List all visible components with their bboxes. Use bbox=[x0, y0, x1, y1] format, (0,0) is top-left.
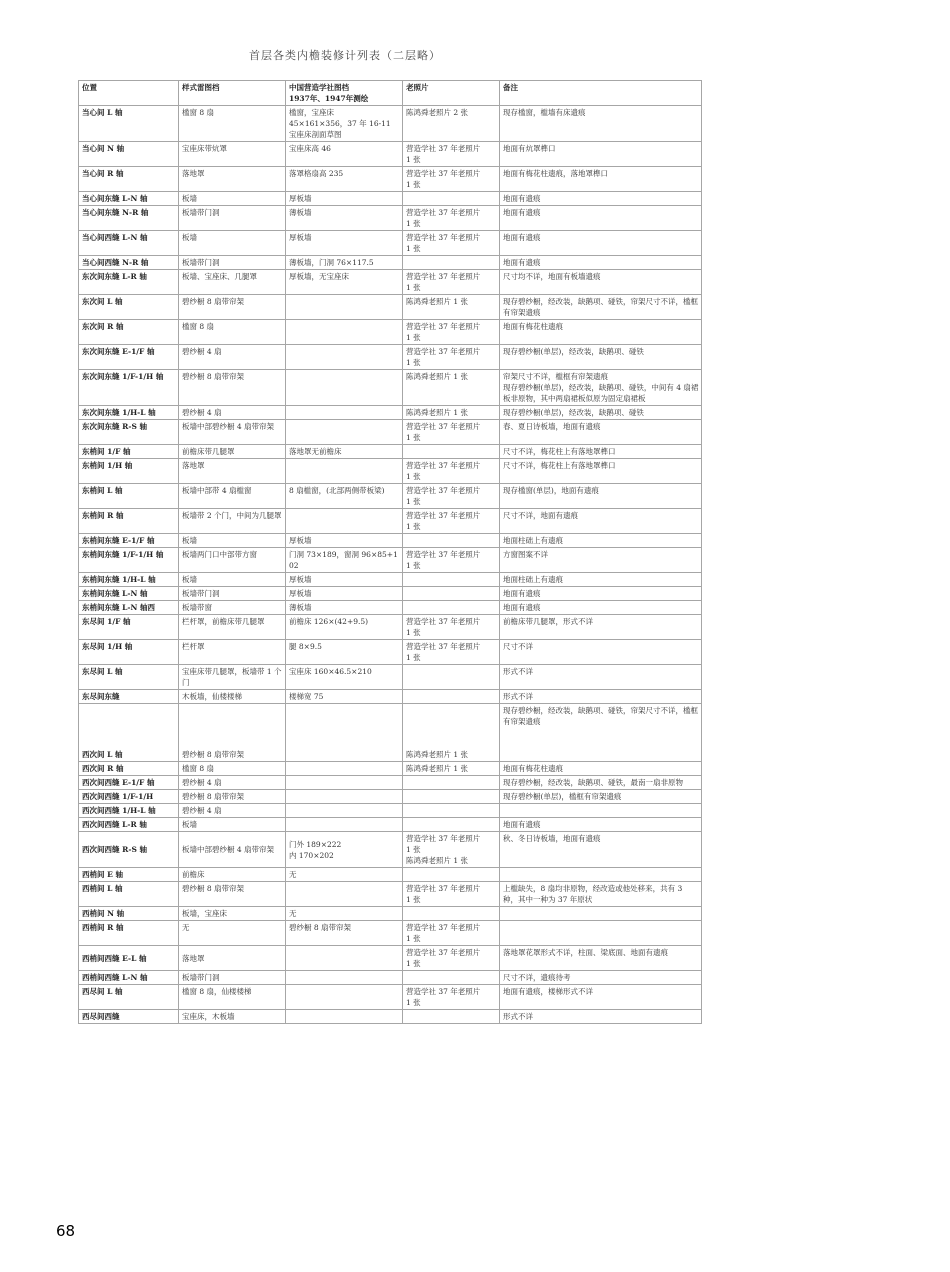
cell-lei-archive: 碧纱橱 4 扇 bbox=[179, 776, 286, 790]
cell-lei-archive: 板墙 bbox=[179, 573, 286, 587]
table-row bbox=[79, 921, 702, 946]
cell-notes: 地面柱础上有遗痕 bbox=[500, 573, 702, 587]
table-row bbox=[79, 256, 702, 270]
table-row bbox=[79, 868, 702, 882]
table-row bbox=[79, 804, 702, 818]
cell-old-photos bbox=[403, 534, 500, 548]
cell-location: 当心间东缝 N-R 轴 bbox=[79, 206, 179, 231]
cell-lei-archive: 板墙带门洞 bbox=[179, 206, 286, 231]
table-row bbox=[79, 601, 702, 615]
table-row bbox=[79, 818, 702, 832]
cell-location: 西次间西缝 1/H-L 轴 bbox=[79, 804, 179, 818]
cell-yingzao-archive: 薄板墙，门洞 76×117.5 bbox=[286, 256, 403, 270]
cell-notes: 地面有遗痕 bbox=[500, 206, 702, 231]
cell-notes: 现存碧纱橱，经改装，缺鹅项、碰铁，最南一扇非原物 bbox=[500, 776, 702, 790]
table-row bbox=[79, 295, 702, 320]
cell-yingzao-archive bbox=[286, 1010, 403, 1024]
cell-lei-archive: 槛窗 8 扇，仙楼楼梯 bbox=[179, 985, 286, 1010]
cell-notes: 地面有遗痕 bbox=[500, 587, 702, 601]
cell-old-photos: 营造学社 37 年老照片 1 张 bbox=[403, 320, 500, 345]
cell-location: 当心间东缝 L-N 轴 bbox=[79, 192, 179, 206]
cell-old-photos: 陈鸿舜老照片 1 张 bbox=[403, 762, 500, 776]
cell-notes: 地面有梅花柱遗痕，落地罩榫口 bbox=[500, 167, 702, 192]
cell-location: 西梢间 L 轴 bbox=[79, 882, 179, 907]
cell-lei-archive: 板墙中部碧纱橱 4 扇带帘架 bbox=[179, 832, 286, 868]
table-row bbox=[79, 907, 702, 921]
cell-notes bbox=[500, 921, 702, 946]
cell-lei-archive: 碧纱橱 8 扇带帘架 bbox=[179, 704, 286, 762]
cell-location: 东梢间东缝 E-1/F 轴 bbox=[79, 534, 179, 548]
cell-notes: 尺寸不详，梅花柱上有落地罩榫口 bbox=[500, 445, 702, 459]
table-row bbox=[79, 985, 702, 1010]
cell-yingzao-archive: 落地罩无前檐床 bbox=[286, 445, 403, 459]
cell-location: 西梢间西缝 E-L 轴 bbox=[79, 946, 179, 971]
cell-lei-archive: 板墙带门洞 bbox=[179, 256, 286, 270]
cell-location: 东次间 R 轴 bbox=[79, 320, 179, 345]
cell-notes: 地面有炕罩榫口 bbox=[500, 142, 702, 167]
cell-notes: 尺寸不详 bbox=[500, 640, 702, 665]
renovation-table bbox=[78, 80, 702, 1024]
cell-location: 西尽间西缝 bbox=[79, 1010, 179, 1024]
cell-yingzao-archive: 厚板墙 bbox=[286, 231, 403, 256]
cell-lei-archive: 碧纱橱 4 扇 bbox=[179, 804, 286, 818]
cell-notes: 形式不详 bbox=[500, 690, 702, 704]
cell-yingzao-archive bbox=[286, 345, 403, 370]
cell-lei-archive: 碧纱橱 8 扇带帘架 bbox=[179, 295, 286, 320]
cell-location: 东尽间东缝 bbox=[79, 690, 179, 704]
cell-notes: 尺寸不详，地面有遗痕 bbox=[500, 509, 702, 534]
cell-yingzao-archive: 8 扇槛窗，(北部两侧带板梁) bbox=[286, 484, 403, 509]
cell-lei-archive: 板墙 bbox=[179, 534, 286, 548]
cell-lei-archive: 板墙 bbox=[179, 192, 286, 206]
cell-notes: 落地罩花罩形式不详，柱面、梁底面、地面有遗痕 bbox=[500, 946, 702, 971]
table-row bbox=[79, 231, 702, 256]
col-header-notes: 备注 bbox=[500, 81, 702, 106]
cell-notes: 帘架尺寸不详，槛框有帘架遗痕 现存碧纱橱(单层)，经改装，缺鹅项、碰铁，中间有 4 扇裙板非原物，其中两扇裙板似原为固定扇裙板 bbox=[500, 370, 702, 406]
cell-notes: 现存碧纱橱(单层)，经改装，缺鹅项、碰铁 bbox=[500, 345, 702, 370]
cell-yingzao-archive: 无 bbox=[286, 907, 403, 921]
cell-lei-archive: 槛窗 8 扇 bbox=[179, 106, 286, 142]
table-row bbox=[79, 406, 702, 420]
cell-yingzao-archive bbox=[286, 295, 403, 320]
cell-yingzao-archive bbox=[286, 420, 403, 445]
cell-old-photos bbox=[403, 573, 500, 587]
cell-lei-archive: 板墙带门洞 bbox=[179, 971, 286, 985]
col-header-lei-archive: 样式雷图档 bbox=[179, 81, 286, 106]
cell-old-photos: 营造学社 37 年老照片 1 张 bbox=[403, 484, 500, 509]
table-row bbox=[79, 971, 702, 985]
cell-notes bbox=[500, 868, 702, 882]
cell-lei-archive: 前檐床带几腿罩 bbox=[179, 445, 286, 459]
cell-old-photos: 陈鸿舜老照片 1 张 bbox=[403, 370, 500, 406]
cell-notes: 现存槛窗，槛墙有床遗痕 bbox=[500, 106, 702, 142]
cell-yingzao-archive bbox=[286, 985, 403, 1010]
cell-location: 西梢间西缝 L-N 轴 bbox=[79, 971, 179, 985]
cell-notes: 尺寸均不详，地面有板墙遗痕 bbox=[500, 270, 702, 295]
table-row bbox=[79, 270, 702, 295]
cell-yingzao-archive bbox=[286, 818, 403, 832]
cell-lei-archive: 宝座床带几腿罩，板墙带 1 个门 bbox=[179, 665, 286, 690]
cell-lei-archive: 碧纱橱 4 扇 bbox=[179, 406, 286, 420]
cell-location: 当心间西缝 N-R 轴 bbox=[79, 256, 179, 270]
cell-old-photos bbox=[403, 256, 500, 270]
cell-lei-archive: 板墙中部带 4 扇槛窗 bbox=[179, 484, 286, 509]
cell-location: 东次间东缝 R-S 轴 bbox=[79, 420, 179, 445]
col-header-old-photos: 老照片 bbox=[403, 81, 500, 106]
table-row bbox=[79, 776, 702, 790]
cell-old-photos: 营造学社 37 年老照片 1 张 bbox=[403, 548, 500, 573]
cell-yingzao-archive bbox=[286, 406, 403, 420]
table-row bbox=[79, 690, 702, 704]
cell-old-photos bbox=[403, 1010, 500, 1024]
cell-old-photos: 营造学社 37 年老照片 1 张 bbox=[403, 420, 500, 445]
cell-location: 东梢间 R 轴 bbox=[79, 509, 179, 534]
cell-old-photos: 陈鸿舜老照片 1 张 bbox=[403, 406, 500, 420]
cell-location: 东梢间东缝 1/H-L 轴 bbox=[79, 573, 179, 587]
cell-location: 东梢间 1/F 轴 bbox=[79, 445, 179, 459]
cell-old-photos: 营造学社 37 年老照片 1 张 bbox=[403, 345, 500, 370]
cell-yingzao-archive: 厚板墙 bbox=[286, 573, 403, 587]
cell-notes: 地面柱础上有遗痕 bbox=[500, 534, 702, 548]
cell-notes: 地面有遗痕 bbox=[500, 818, 702, 832]
table-row bbox=[79, 640, 702, 665]
table-row bbox=[79, 615, 702, 640]
cell-location: 西梢间 E 轴 bbox=[79, 868, 179, 882]
cell-old-photos: 陈鸿舜老照片 2 张 bbox=[403, 106, 500, 142]
cell-location: 西次间西缝 R-S 轴 bbox=[79, 832, 179, 868]
cell-yingzao-archive: 厚板墙 bbox=[286, 192, 403, 206]
cell-lei-archive: 宝座床带炕罩 bbox=[179, 142, 286, 167]
cell-notes bbox=[500, 907, 702, 921]
cell-yingzao-archive: 落罩格扇高 235 bbox=[286, 167, 403, 192]
table-row bbox=[79, 106, 702, 142]
cell-location: 东次间东缝 1/H-L 轴 bbox=[79, 406, 179, 420]
table-row bbox=[79, 762, 702, 776]
cell-location: 东尽间 1/F 轴 bbox=[79, 615, 179, 640]
cell-old-photos bbox=[403, 445, 500, 459]
cell-yingzao-archive bbox=[286, 320, 403, 345]
cell-old-photos bbox=[403, 192, 500, 206]
cell-lei-archive: 槛窗 8 扇 bbox=[179, 762, 286, 776]
cell-old-photos: 营造学社 37 年老照片 1 张 bbox=[403, 509, 500, 534]
table-row bbox=[79, 445, 702, 459]
cell-notes: 地面有遗痕 bbox=[500, 231, 702, 256]
cell-old-photos: 营造学社 37 年老照片 1 张 bbox=[403, 882, 500, 907]
cell-old-photos: 营造学社 37 年老照片 1 张 bbox=[403, 921, 500, 946]
table-header-row bbox=[79, 81, 702, 106]
cell-old-photos: 营造学社 37 年老照片 1 张 bbox=[403, 206, 500, 231]
cell-old-photos: 营造学社 37 年老照片 1 张 bbox=[403, 167, 500, 192]
cell-location: 西尽间 L 轴 bbox=[79, 985, 179, 1010]
cell-old-photos: 营造学社 37 年老照片 1 张 bbox=[403, 985, 500, 1010]
cell-notes bbox=[500, 804, 702, 818]
cell-old-photos: 陈鸿舜老照片 1 张 bbox=[403, 295, 500, 320]
cell-location: 东尽间 1/H 轴 bbox=[79, 640, 179, 665]
cell-notes: 地面有遗痕 bbox=[500, 256, 702, 270]
table-row bbox=[79, 167, 702, 192]
cell-yingzao-archive bbox=[286, 762, 403, 776]
cell-old-photos bbox=[403, 907, 500, 921]
cell-location: 东梢间 L 轴 bbox=[79, 484, 179, 509]
table-row bbox=[79, 370, 702, 406]
cell-location: 东梢间 1/H 轴 bbox=[79, 459, 179, 484]
cell-notes: 地面有遗痕，楼梯形式不详 bbox=[500, 985, 702, 1010]
cell-lei-archive: 碧纱橱 8 扇带帘架 bbox=[179, 790, 286, 804]
cell-yingzao-archive: 厚板墙，无宝座床 bbox=[286, 270, 403, 295]
table-row bbox=[79, 548, 702, 573]
cell-notes: 现存槛窗(单层)，地面有遗痕 bbox=[500, 484, 702, 509]
cell-old-photos: 营造学社 37 年老照片 1 张 bbox=[403, 231, 500, 256]
cell-notes: 尺寸不详，梅花柱上有落地罩榫口 bbox=[500, 459, 702, 484]
cell-lei-archive: 无 bbox=[179, 921, 286, 946]
cell-old-photos: 营造学社 37 年老照片 1 张 bbox=[403, 640, 500, 665]
cell-notes: 形式不详 bbox=[500, 1010, 702, 1024]
cell-yingzao-archive bbox=[286, 882, 403, 907]
cell-yingzao-archive bbox=[286, 804, 403, 818]
cell-lei-archive: 宝座床，木板墙 bbox=[179, 1010, 286, 1024]
cell-yingzao-archive: 门外 189×222 内 170×202 bbox=[286, 832, 403, 868]
table-row bbox=[79, 946, 702, 971]
table-row bbox=[79, 206, 702, 231]
cell-old-photos: 营造学社 37 年老照片 1 张 bbox=[403, 615, 500, 640]
cell-lei-archive: 木板墙，仙楼楼梯 bbox=[179, 690, 286, 704]
cell-notes: 前檐床带几腿罩，形式不详 bbox=[500, 615, 702, 640]
cell-yingzao-archive: 槛窗，宝座床 45×161×356，37 年 16-11 宝座床剖面草图 bbox=[286, 106, 403, 142]
cell-old-photos bbox=[403, 790, 500, 804]
cell-yingzao-archive bbox=[286, 971, 403, 985]
cell-old-photos: 营造学社 37 年老照片 1 张 bbox=[403, 459, 500, 484]
cell-yingzao-archive: 楼梯宽 75 bbox=[286, 690, 403, 704]
cell-lei-archive: 落地罩 bbox=[179, 459, 286, 484]
cell-notes: 方窗图案不详 bbox=[500, 548, 702, 573]
table-row bbox=[79, 587, 702, 601]
cell-lei-archive: 栏杆罩，前檐床带几腿罩 bbox=[179, 615, 286, 640]
table-row bbox=[79, 420, 702, 445]
cell-location: 西次间 R 轴 bbox=[79, 762, 179, 776]
cell-location: 西次间 L 轴 bbox=[79, 704, 179, 762]
cell-yingzao-archive bbox=[286, 790, 403, 804]
col-header-location: 位置 bbox=[79, 81, 179, 106]
cell-lei-archive: 落地罩 bbox=[179, 167, 286, 192]
cell-old-photos: 营造学社 37 年老照片 1 张 bbox=[403, 142, 500, 167]
table-row bbox=[79, 345, 702, 370]
table-row bbox=[79, 484, 702, 509]
cell-notes: 秋、冬日诗板墙，地面有遗痕 bbox=[500, 832, 702, 868]
cell-lei-archive: 板墙带 2 个门，中间为几腿罩 bbox=[179, 509, 286, 534]
table-row bbox=[79, 704, 702, 762]
cell-yingzao-archive: 厚板墙 bbox=[286, 534, 403, 548]
cell-yingzao-archive: 无 bbox=[286, 868, 403, 882]
cell-location: 西梢间 N 轴 bbox=[79, 907, 179, 921]
table-row bbox=[79, 665, 702, 690]
table-row bbox=[79, 534, 702, 548]
cell-yingzao-archive bbox=[286, 509, 403, 534]
cell-lei-archive: 碧纱橱 8 扇带帘架 bbox=[179, 370, 286, 406]
cell-yingzao-archive bbox=[286, 946, 403, 971]
cell-location: 东次间东缝 E-1/F 轴 bbox=[79, 345, 179, 370]
cell-lei-archive: 槛窗 8 扇 bbox=[179, 320, 286, 345]
cell-old-photos: 营造学社 37 年老照片 1 张 bbox=[403, 270, 500, 295]
cell-lei-archive: 板墙中部碧纱橱 4 扇带帘架 bbox=[179, 420, 286, 445]
cell-old-photos bbox=[403, 601, 500, 615]
table-row bbox=[79, 320, 702, 345]
cell-yingzao-archive: 门洞 73×189，窗洞 96×85+102 bbox=[286, 548, 403, 573]
cell-location: 东次间 L 轴 bbox=[79, 295, 179, 320]
cell-yingzao-archive: 腿 8×9.5 bbox=[286, 640, 403, 665]
cell-lei-archive: 板墙带窗 bbox=[179, 601, 286, 615]
cell-lei-archive: 板墙带门洞 bbox=[179, 587, 286, 601]
table-row bbox=[79, 509, 702, 534]
cell-notes: 上槛缺失，8 扇均非原物，经改造或他处移来，共有 3 种，其中一种为 37 年原状 bbox=[500, 882, 702, 907]
table-row bbox=[79, 573, 702, 587]
cell-location: 西次间西缝 E-1/F 轴 bbox=[79, 776, 179, 790]
cell-location: 西次间西缝 L-R 轴 bbox=[79, 818, 179, 832]
cell-location: 当心间 N 轴 bbox=[79, 142, 179, 167]
cell-old-photos bbox=[403, 868, 500, 882]
cell-yingzao-archive: 碧纱橱 8 扇带帘架 bbox=[286, 921, 403, 946]
cell-notes: 尺寸不详，遗痕待考 bbox=[500, 971, 702, 985]
table-row bbox=[79, 1010, 702, 1024]
table-row bbox=[79, 882, 702, 907]
cell-notes: 现存碧纱橱，经改装，缺鹅项、碰铁，帘架尺寸不详，槛框有帘架遗痕 bbox=[500, 704, 702, 762]
cell-notes: 现存碧纱橱，经改装，缺鹅项、碰铁，帘架尺寸不详，槛框有帘架遗痕 bbox=[500, 295, 702, 320]
cell-old-photos: 营造学社 37 年老照片 1 张 bbox=[403, 946, 500, 971]
cell-old-photos bbox=[403, 971, 500, 985]
cell-old-photos: 陈鸿舜老照片 1 张 bbox=[403, 704, 500, 762]
cell-yingzao-archive: 前檐床 126×(42+9.5) bbox=[286, 615, 403, 640]
cell-location: 东次间东缝 L-R 轴 bbox=[79, 270, 179, 295]
cell-notes: 春、夏日诗板墙，地面有遗痕 bbox=[500, 420, 702, 445]
cell-old-photos bbox=[403, 818, 500, 832]
cell-old-photos bbox=[403, 690, 500, 704]
cell-location: 西次间西缝 1/F-1/H bbox=[79, 790, 179, 804]
table-row bbox=[79, 832, 702, 868]
cell-location: 当心间 R 轴 bbox=[79, 167, 179, 192]
cell-notes: 现存碧纱橱(单层)，槛框有帘架遗痕 bbox=[500, 790, 702, 804]
cell-old-photos bbox=[403, 587, 500, 601]
cell-lei-archive: 板墙、宝座床、几腿罩 bbox=[179, 270, 286, 295]
cell-location: 当心间 L 轴 bbox=[79, 106, 179, 142]
cell-yingzao-archive bbox=[286, 776, 403, 790]
cell-yingzao-archive: 厚板墙 bbox=[286, 587, 403, 601]
cell-location: 东梢间东缝 1/F-1/H 轴 bbox=[79, 548, 179, 573]
cell-location: 东梢间东缝 L-N 轴西 bbox=[79, 601, 179, 615]
cell-location: 西梢间 R 轴 bbox=[79, 921, 179, 946]
col-header-yingzao-archive: 中国营造学社图档 1937年、1947年测绘 bbox=[286, 81, 403, 106]
cell-location: 东梢间东缝 L-N 轴 bbox=[79, 587, 179, 601]
cell-yingzao-archive: 宝座床高 46 bbox=[286, 142, 403, 167]
table-row bbox=[79, 790, 702, 804]
cell-lei-archive: 板墙，宝座床 bbox=[179, 907, 286, 921]
cell-notes: 地面有遗痕 bbox=[500, 192, 702, 206]
cell-notes: 地面有梅花柱遗痕 bbox=[500, 762, 702, 776]
cell-yingzao-archive: 宝座床 160×46.5×210 bbox=[286, 665, 403, 690]
cell-lei-archive: 板墙 bbox=[179, 231, 286, 256]
cell-notes: 地面有遗痕 bbox=[500, 601, 702, 615]
table-row bbox=[79, 142, 702, 167]
cell-yingzao-archive: 薄板墙 bbox=[286, 601, 403, 615]
cell-lei-archive: 碧纱橱 4 扇 bbox=[179, 345, 286, 370]
cell-old-photos: 营造学社 37 年老照片 1 张 陈鸿舜老照片 1 张 bbox=[403, 832, 500, 868]
cell-yingzao-archive bbox=[286, 370, 403, 406]
cell-lei-archive: 前檐床 bbox=[179, 868, 286, 882]
cell-location: 东尽间 L 轴 bbox=[79, 665, 179, 690]
cell-yingzao-archive bbox=[286, 704, 403, 762]
cell-yingzao-archive: 薄板墙 bbox=[286, 206, 403, 231]
cell-lei-archive: 板墙 bbox=[179, 818, 286, 832]
cell-notes: 现存碧纱橱(单层)，经改装，缺鹅项、碰铁 bbox=[500, 406, 702, 420]
cell-location: 东次间东缝 1/F-1/H 轴 bbox=[79, 370, 179, 406]
page-number: 68 bbox=[56, 1222, 76, 1240]
cell-lei-archive: 碧纱橱 8 扇带帘架 bbox=[179, 882, 286, 907]
cell-notes: 形式不详 bbox=[500, 665, 702, 690]
cell-lei-archive: 板墙两门口中部带方窗 bbox=[179, 548, 286, 573]
cell-old-photos bbox=[403, 665, 500, 690]
cell-yingzao-archive bbox=[286, 459, 403, 484]
page-title: 首层各类内檐装修计列表（二层略） bbox=[249, 49, 441, 62]
cell-old-photos bbox=[403, 776, 500, 790]
table-row bbox=[79, 192, 702, 206]
cell-old-photos bbox=[403, 804, 500, 818]
table-row bbox=[79, 459, 702, 484]
cell-lei-archive: 落地罩 bbox=[179, 946, 286, 971]
cell-location: 当心间西缝 L-N 轴 bbox=[79, 231, 179, 256]
cell-notes: 地面有梅花柱遗痕 bbox=[500, 320, 702, 345]
cell-lei-archive: 栏杆罩 bbox=[179, 640, 286, 665]
